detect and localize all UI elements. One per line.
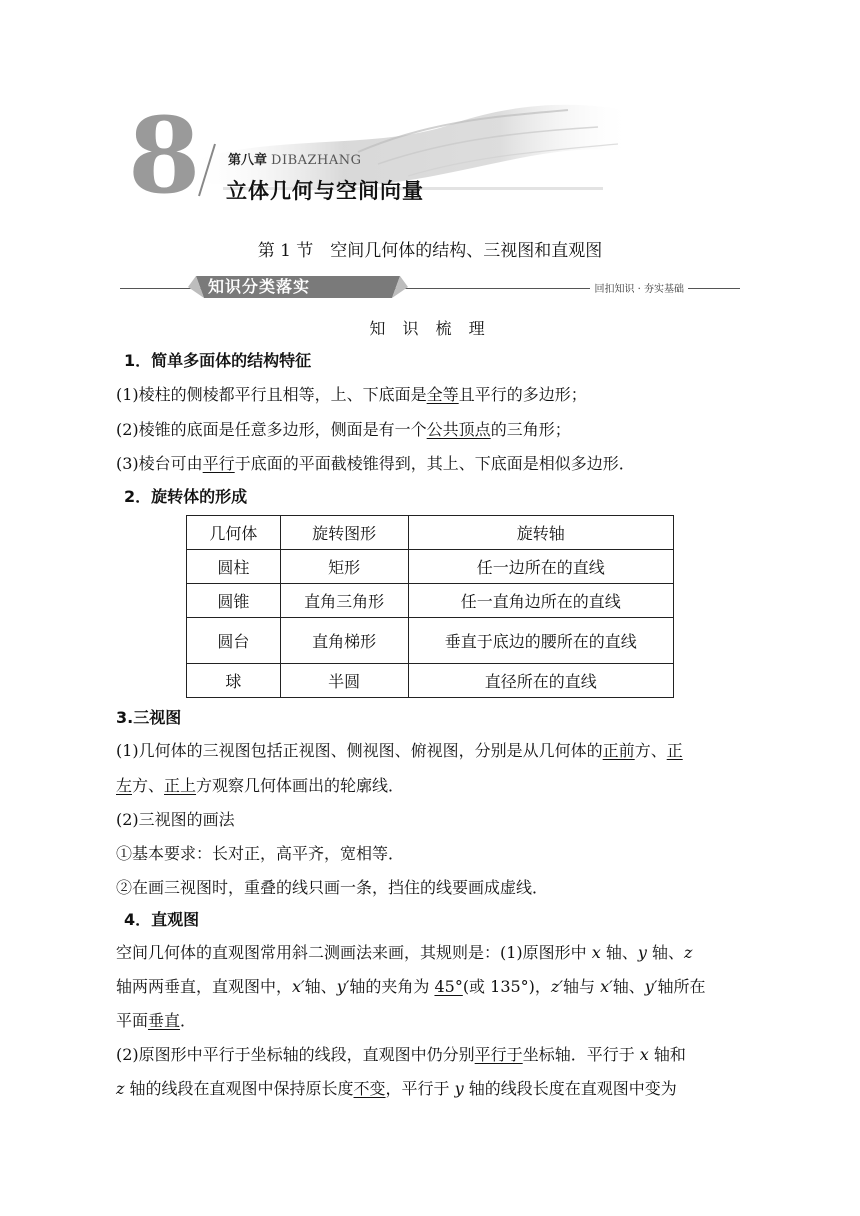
table-cell: 直径所在的直线 bbox=[408, 664, 673, 698]
table-cell: 球 bbox=[187, 664, 281, 698]
table-cell: 直角三角形 bbox=[280, 584, 408, 618]
table-cell: 矩形 bbox=[280, 550, 408, 584]
paragraph-three-views-2 bbox=[116, 773, 404, 796]
text: 轴、 bbox=[304, 977, 337, 996]
chapter-number: 8 bbox=[128, 94, 201, 217]
table-cell: 圆锥 bbox=[187, 584, 281, 618]
paragraph-overlap-rule: ②在画三视图时，重叠的线只画一条，挡住的线要画成虚线． bbox=[116, 878, 549, 897]
bar-right-label: 回扣知识 · 夯实基础 bbox=[590, 280, 688, 295]
answer-blank: 全等 bbox=[426, 385, 459, 404]
math-var: y′ bbox=[644, 977, 658, 996]
table-cell: 任一边所在的直线 bbox=[408, 550, 673, 584]
table-cell: 圆柱 bbox=[187, 550, 281, 584]
answer-blank: 不变 bbox=[353, 1079, 386, 1098]
text: 轴、 bbox=[612, 977, 645, 996]
table-row bbox=[187, 550, 674, 584]
text: 轴和 bbox=[648, 1045, 686, 1064]
bar-tab-label: 知识分类落实 bbox=[208, 277, 311, 296]
paragraph-oblique-1 bbox=[116, 940, 692, 963]
knowledge-bar bbox=[120, 276, 740, 300]
answer-blank: 正前 bbox=[602, 741, 635, 760]
text: 轴与 bbox=[563, 977, 601, 996]
math-var: z bbox=[116, 1079, 125, 1098]
text: 轴的线段长度在直观图中变为 bbox=[463, 1079, 677, 1098]
text: 方、 bbox=[132, 776, 165, 795]
math-var: x′ bbox=[600, 977, 613, 996]
paragraph-pyramid bbox=[116, 417, 571, 440]
text: 轴、 bbox=[646, 943, 685, 962]
heading-polyhedra: 1．简单多面体的结构特征 bbox=[124, 351, 312, 370]
paragraph-prism bbox=[116, 382, 587, 405]
text: ． bbox=[180, 1011, 197, 1030]
paragraph-basic-requirement: ①基本要求：长对正，高平齐，宽相等． bbox=[116, 844, 405, 863]
heading-three-views: 3.三视图 bbox=[116, 708, 182, 727]
math-var: x bbox=[591, 943, 601, 962]
text: 方观察几何体画出的轮廓线． bbox=[196, 776, 405, 795]
text: 平面 bbox=[116, 1011, 149, 1030]
table-header-cell: 旋转轴 bbox=[408, 516, 673, 550]
text: (2)棱锥的底面是任意多边形，侧面是有一个 bbox=[116, 420, 427, 439]
table-row bbox=[187, 618, 674, 664]
text: 坐标轴．平行于 bbox=[522, 1045, 640, 1064]
math-var: z′ bbox=[550, 977, 563, 996]
text: (1)棱柱的侧棱都平行且相等，上、下底面是 bbox=[116, 385, 427, 404]
rotation-bodies-table bbox=[186, 515, 674, 698]
table-row bbox=[187, 664, 674, 698]
chapter-label bbox=[228, 149, 362, 168]
text: 轴所在 bbox=[657, 977, 706, 996]
table-header-cell: 旋转图形 bbox=[280, 516, 408, 550]
table-cell: 圆台 bbox=[187, 618, 281, 664]
answer-blank: 平行 bbox=[202, 454, 235, 473]
paragraph-frustum bbox=[116, 451, 635, 474]
chapter-slash-divider bbox=[195, 140, 219, 200]
math-var: y′ bbox=[336, 977, 350, 996]
text: (3)棱台可由 bbox=[116, 454, 203, 473]
table-row bbox=[187, 584, 674, 618]
math-var: x′ bbox=[292, 977, 305, 996]
table-cell: 半圆 bbox=[280, 664, 408, 698]
paragraph-oblique-4 bbox=[116, 1042, 686, 1065]
heading-oblique-view: 4．直观图 bbox=[124, 910, 200, 929]
text: (1)几何体的三视图包括正视图、侧视图、俯视图，分别是从几何体的 bbox=[116, 741, 603, 760]
paragraph-three-views-1 bbox=[116, 738, 683, 761]
text: 轴两两垂直，直观图中， bbox=[116, 977, 293, 996]
text: 的三角形； bbox=[490, 420, 571, 439]
table-cell: 直角梯形 bbox=[280, 618, 408, 664]
paragraph-oblique-3 bbox=[116, 1008, 196, 1031]
answer-blank: 垂直 bbox=[148, 1011, 181, 1030]
text: 轴的线段在直观图中保持原长度 bbox=[124, 1079, 354, 1098]
answer-blank: 左 bbox=[116, 776, 133, 795]
text: 轴、 bbox=[600, 943, 638, 962]
table-header-row bbox=[187, 516, 674, 550]
text: 轴的夹角为 bbox=[349, 977, 435, 996]
paragraph-drawing-method: (2)三视图的画法 bbox=[116, 810, 235, 829]
section-title: 第 1 节 空间几何体的结构、三视图和直观图 bbox=[257, 241, 603, 261]
table-cell: 任一直角边所在的直线 bbox=[408, 584, 673, 618]
knowledge-heading: 知 识 梳 理 bbox=[369, 319, 491, 338]
chapter-label-cn: 第八章 bbox=[228, 153, 268, 168]
text: 于底面的平面截棱锥得到，其上、下底面是相似多边形． bbox=[234, 454, 635, 473]
heading-rotation-bodies: 2．旋转体的形成 bbox=[124, 487, 248, 506]
math-var: y bbox=[637, 943, 647, 962]
math-var: y bbox=[454, 1079, 464, 1098]
answer-blank: 正上 bbox=[164, 776, 197, 795]
paragraph-oblique-5 bbox=[116, 1076, 677, 1099]
text: 空间几何体的直观图常用斜二测画法来画，其规则是：(1)原图形中 bbox=[116, 943, 592, 962]
chapter-title: 立体几何与空间向量 bbox=[226, 179, 424, 203]
text: (或 135°)， bbox=[462, 977, 551, 996]
answer-blank: 公共顶点 bbox=[426, 420, 491, 439]
answer-blank: 45° bbox=[434, 977, 463, 996]
answer-blank: 平行于 bbox=[474, 1045, 523, 1064]
table-cell: 垂直于底边的腰所在的直线 bbox=[408, 618, 673, 664]
table-header-cell: 几何体 bbox=[187, 516, 281, 550]
text: 且平行的多边形； bbox=[458, 385, 587, 404]
text: ，平行于 bbox=[385, 1079, 455, 1098]
math-var: x bbox=[639, 1045, 649, 1064]
chapter-label-pinyin: DIBAZHANG bbox=[271, 153, 362, 168]
math-var: z bbox=[684, 943, 693, 962]
answer-blank: 正 bbox=[666, 741, 683, 760]
text: 方、 bbox=[634, 741, 667, 760]
text: (2)原图形中平行于坐标轴的线段，直观图中仍分别 bbox=[116, 1045, 475, 1064]
paragraph-oblique-2 bbox=[116, 974, 705, 997]
